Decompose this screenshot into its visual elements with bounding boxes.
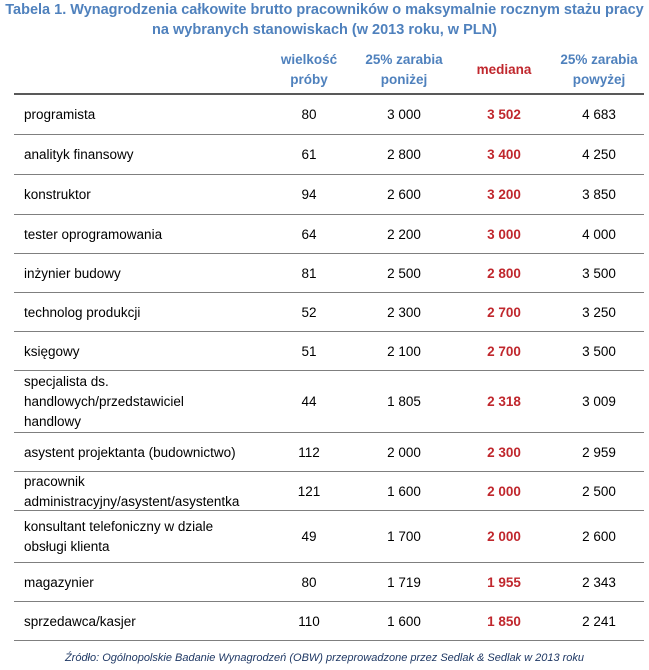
source-note: Źródło: Ogólnopolskie Badanie Wynagrodzeń (OBW) przeprowadzone przez Sedlak & Sedlak w 2013 roku (64, 652, 585, 664)
table-title-line-1: Tabela 1. Wynagrodzenia całkowite brutto pracowników o maksymalnie rocznym stażu pracy (5, 2, 644, 18)
row-11-sample-size: 49 (301, 529, 317, 544)
row-5-upper-quartile: 3 500 (582, 265, 616, 281)
row-4-median: 3 000 (487, 226, 521, 242)
row-3-sample-size: 94 (301, 187, 317, 202)
row-3-upper-quartile: 3 850 (582, 187, 616, 202)
row-4-lower-quartile: 2 200 (387, 226, 421, 242)
position-name-line: inżynier budowy (24, 265, 121, 281)
row-4-upper-quartile: 4 000 (582, 226, 616, 242)
header-lower-quartile-line-2: poniżej (380, 72, 428, 87)
position-name-line: handlowy (24, 414, 82, 429)
position-name-line: obsługi klienta (24, 539, 110, 554)
row-6-position (24, 293, 274, 332)
row-5-position (24, 254, 274, 293)
row-7-position (24, 332, 274, 371)
row-5-median: 2 800 (487, 265, 521, 281)
row-2-median: 3 400 (487, 147, 521, 162)
row-13-median: 1 850 (487, 613, 521, 629)
row-2-lower-quartile: 2 800 (387, 147, 421, 162)
position-name-line: asystent projektanta (budownictwo) (24, 444, 236, 460)
row-6-sample-size: 52 (301, 304, 317, 320)
header-lower-quartile (354, 45, 454, 95)
header-lower-quartile-line-1: 25% zarabia (365, 52, 443, 67)
row-10-median: 2 000 (487, 483, 521, 499)
header-sample-size (276, 45, 342, 95)
position-name-line: programista (24, 107, 96, 122)
position-name-line: administracyjny/asystent/asystentka (24, 493, 240, 509)
row-11-median: 2 000 (487, 529, 521, 544)
row-11-position (24, 511, 274, 563)
position-name-line: księgowy (24, 343, 80, 359)
row-9-sample-size: 112 (298, 444, 320, 460)
header-upper-quartile-line-2: powyżej (572, 72, 626, 87)
row-8-upper-quartile: 3 009 (582, 394, 616, 409)
table-title (0, 0, 649, 40)
row-3-position (24, 175, 274, 215)
row-13-upper-quartile: 2 241 (582, 613, 616, 629)
row-4-sample-size: 64 (301, 226, 317, 242)
row-2-upper-quartile: 4 250 (582, 147, 616, 162)
header-sample-size-line-1: wielkość (280, 52, 338, 67)
row-10-lower-quartile: 1 600 (387, 483, 421, 499)
row-8-position (24, 371, 274, 433)
row-7-upper-quartile: 3 500 (582, 343, 616, 359)
row-1-upper-quartile: 4 683 (582, 107, 616, 122)
position-name-line: specjalista ds. (24, 374, 109, 389)
row-9-upper-quartile: 2 959 (582, 444, 616, 460)
row-10-upper-quartile: 2 500 (582, 483, 616, 499)
row-11-upper-quartile: 2 600 (582, 529, 616, 544)
row-13-position (24, 602, 274, 641)
position-name-line: konsultant telefoniczny w dziale (24, 519, 214, 534)
row-8-median: 2 318 (487, 394, 521, 409)
position-name-line: technolog produkcji (24, 304, 141, 320)
row-13-lower-quartile: 1 600 (387, 613, 421, 629)
row-1-lower-quartile: 3 000 (387, 107, 421, 122)
header-median-label: mediana (476, 62, 532, 77)
header-upper-quartile (549, 45, 649, 95)
row-12-median: 1 955 (487, 574, 521, 590)
header-upper-quartile-line-1: 25% zarabia (560, 52, 638, 67)
header-median (454, 45, 554, 95)
position-name-line: sprzedawca/kasjer (24, 613, 136, 629)
position-name-line: analityk finansowy (24, 147, 134, 162)
row-6-upper-quartile: 3 250 (582, 304, 616, 320)
row-13-sample-size: 110 (298, 613, 320, 629)
header-sample-size-line-2: próby (290, 72, 328, 87)
row-6-lower-quartile: 2 300 (387, 304, 421, 320)
row-7-sample-size: 51 (301, 343, 317, 359)
row-3-median: 3 200 (487, 187, 521, 202)
row-5-lower-quartile: 2 500 (387, 265, 421, 281)
row-10-position (24, 472, 274, 511)
row-9-median: 2 300 (487, 444, 521, 460)
row-11-lower-quartile: 1 700 (387, 529, 421, 544)
row-12-lower-quartile: 1 719 (387, 574, 421, 590)
row-2-position (24, 135, 274, 175)
position-name-line: tester oprogramowania (24, 226, 163, 242)
row-12-sample-size: 80 (301, 574, 317, 590)
row-10-sample-size: 121 (297, 483, 321, 499)
row-12-upper-quartile: 2 343 (582, 574, 616, 590)
row-4-position (24, 215, 274, 254)
position-name-line: magazynier (24, 574, 94, 590)
row-2-sample-size: 61 (301, 147, 317, 162)
row-8-sample-size: 44 (301, 394, 317, 409)
row-9-lower-quartile: 2 000 (387, 444, 421, 460)
row-7-median: 2 700 (487, 343, 521, 359)
row-1-position (24, 95, 274, 135)
row-6-median: 2 700 (487, 304, 521, 320)
row-1-sample-size: 80 (301, 107, 317, 122)
salary-table (14, 45, 644, 650)
row-7-lower-quartile: 2 100 (387, 343, 421, 359)
row-8-lower-quartile: 1 805 (387, 394, 421, 409)
row-9-position (24, 433, 274, 472)
row-12-position (24, 563, 274, 602)
row-1-median: 3 502 (487, 107, 521, 122)
row-5-sample-size: 81 (301, 265, 317, 281)
table-title-line-2: na wybranych stanowiskach (w 2013 roku, w PLN) (152, 22, 497, 38)
row-3-lower-quartile: 2 600 (387, 187, 421, 202)
position-name-line: handlowych/przedstawiciel (24, 394, 184, 409)
position-name-line: pracownik (24, 473, 85, 489)
row-divider (14, 640, 644, 641)
position-name-line: konstruktor (24, 187, 91, 202)
